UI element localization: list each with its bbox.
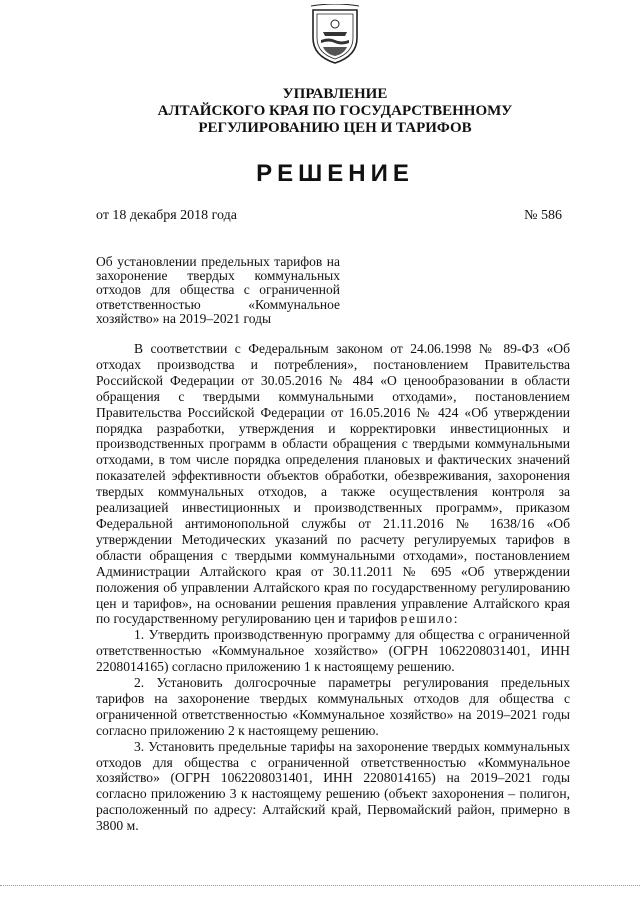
item-3-paragraph: 3. Установить предельные тарифы на захоронение твердых коммунальных отходов для общества с ограниченной ответственностью «Коммунальное хозяйство» (ОГРН 1062208031401, ИНН 2208014165) на 2019–2021 годы согласно приложению 3 к настоящему решению (объект захоронения – полигон, расположенный по адресу: Алтайский край, Первомайский район, примерно в 3800 м.	[96, 738, 570, 834]
item-1-paragraph: 1. Утвердить производственную программу для общества с ограниченной ответственностью «Коммунальное хозяйство» (ОГРН 1062208031401, ИНН 2208014165) согласно приложению 1 к настоящему решению.	[96, 627, 570, 675]
organization-name	[100, 86, 570, 137]
org-line-3: РЕГУЛИРОВАНИЮ ЦЕН И ТАРИФОВ	[198, 120, 472, 136]
document-subject: Об установлении предельных тарифов на захоронение твердых коммунальных отходов для общества с ограниченной ответственностью «Коммунальное хозяйство» на 2019–2021 годы	[96, 254, 340, 326]
document-number: № 586	[524, 208, 562, 223]
document-type-heading: РЕШЕНИЕ	[256, 160, 414, 187]
coat-of-arms-icon	[309, 4, 361, 66]
preamble-paragraph	[96, 341, 570, 627]
org-line-2: АЛТАЙСКОГО КРАЯ ПО ГОСУДАРСТВЕННОМУ	[157, 103, 513, 119]
preamble-text: В соответствии с Федеральным законом от 24.06.1998 № 89-ФЗ «Об отходах производства и потребления», постановлением Правительства Российской Федерации от 30.05.2016 № 484 «О ценообразовании в области обращения с твердыми коммунальными отходами», постановлением Правительства Российской Федерации от 16.05.2016 № 424 «Об утверждении порядка разработки, утверждения и корректировки инвестиционных и производственных программ в области обращения с твердыми коммунальными отходами, в том числе порядка определения плановых и фактических значений показателей эффективности объектов обработки, обезвреживания, захоронения твердых коммунальных отходов, а также осуществления контроля за реализацией инвестиционных и производственных программ», приказом Федеральной антимонопольной службы от 21.11.2016 № 1638/16 «Об утверждении Методических указаний по расчету регулируемых тарифов в области обращения с твердыми коммунальными отходами», постановлением Администрации Алтайского края от 30.11.2011 № 695 «Об утверждении положения об управлении Алтайского края по государственному регулированию цен и тарифов», на основании решения правления управление Алтайского края по государственному регулированию цен и тарифов	[96, 341, 570, 627]
document-body	[96, 341, 570, 834]
decided-word: решило:	[400, 611, 459, 627]
page-bottom-rule	[0, 885, 640, 886]
document-date: от 18 декабря 2018 года	[96, 208, 237, 223]
org-line-1: УПРАВЛЕНИЕ	[282, 86, 388, 102]
item-2-paragraph: 2. Установить долгосрочные параметры регулирования предельных тарифов на захоронение твердых коммунальных отходов для общества с ограниченной ответственностью «Коммунальное хозяйство» на 2019–2021 годы согласно приложению 2 к настоящему решению.	[96, 675, 570, 738]
